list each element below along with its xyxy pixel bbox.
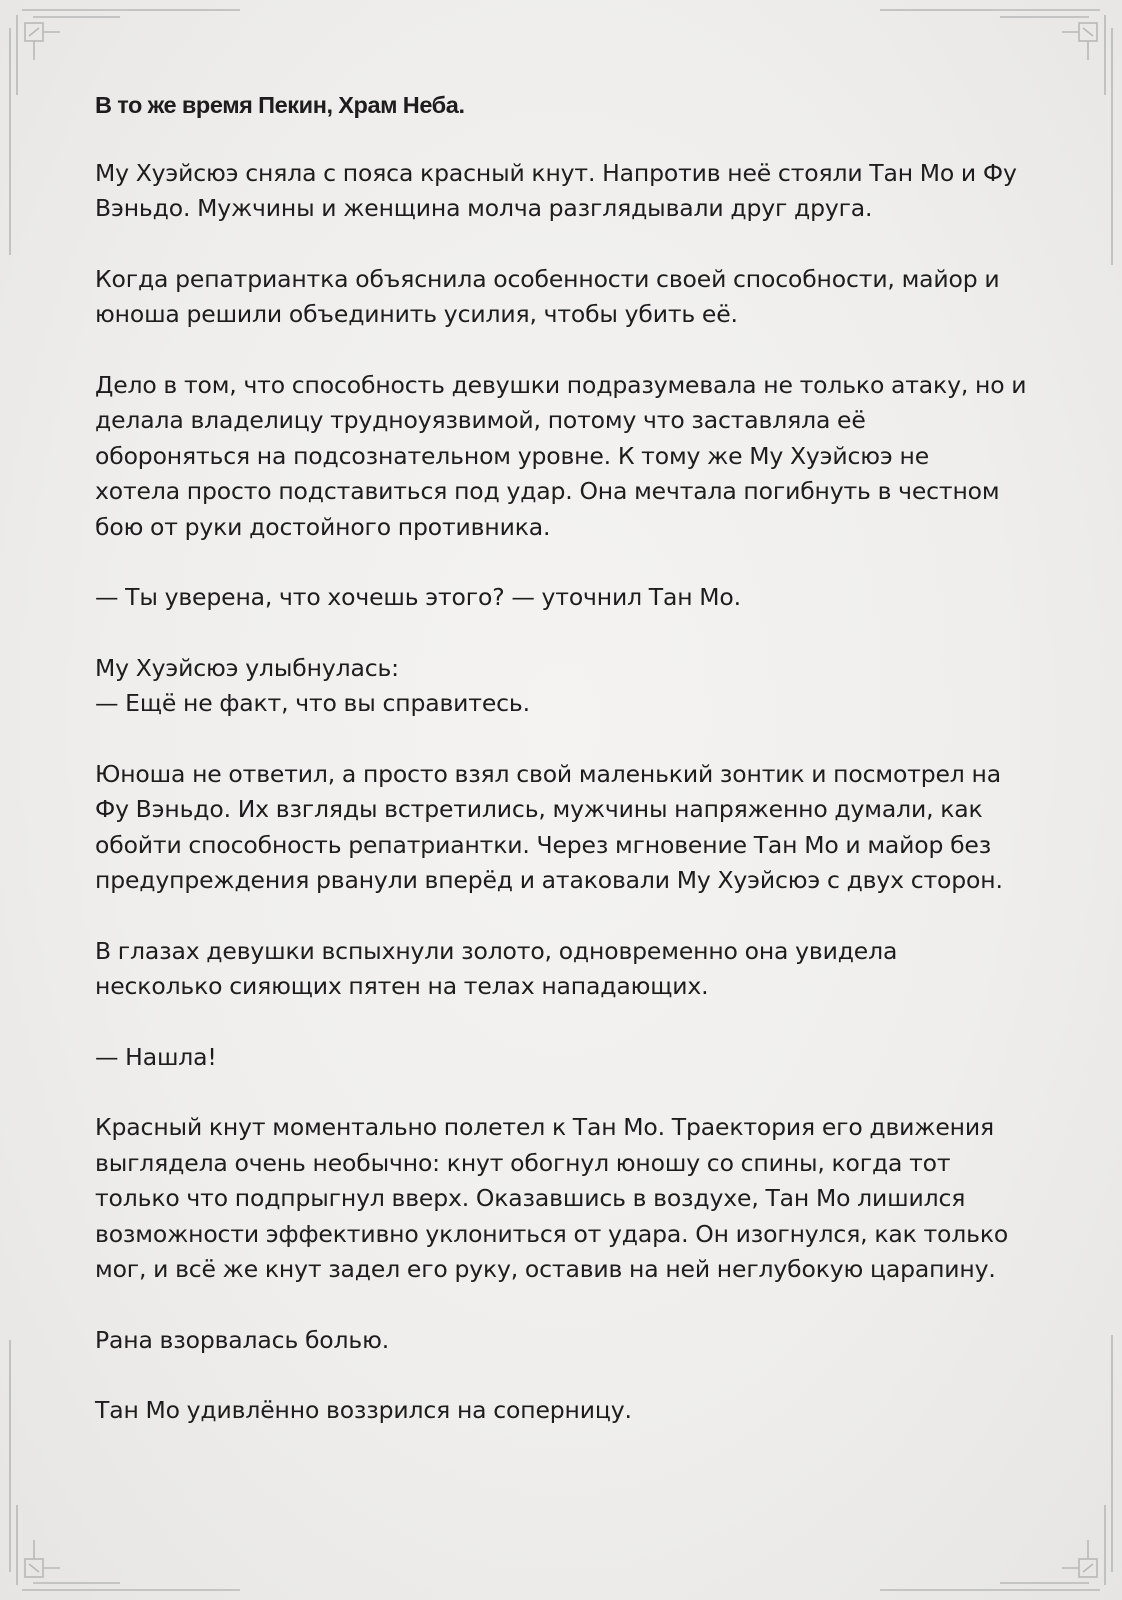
paragraph-3 — [95, 368, 1040, 546]
text-line: Когда репатриантка объяснила особенности своей способности, майор и — [95, 264, 1000, 293]
paragraph-2 — [95, 262, 1040, 333]
paragraph-9 — [95, 1110, 1040, 1288]
text-line: обойти способность репатриантки. Через мгновение Тан Мо и майор без — [95, 830, 992, 859]
text-line: возможности эффективно уклониться от удара. Он изогнулся, как только — [95, 1219, 1009, 1248]
text-line: — Нашла! — [95, 1042, 217, 1071]
text-line: предупреждения рванули вперёд и атаковали Му Хуэйсюэ с двух сторон. — [95, 866, 1003, 894]
text-line: Красный кнут моментально полетел к Тан Мо. Траектория его движения — [95, 1113, 994, 1141]
paragraph-8 — [95, 1040, 1040, 1076]
text-line: Дело в том, что способность девушки подразумевала не только атаку, но и — [95, 370, 1027, 399]
text-line: Юноша не ответил, а просто взял свой маленький зонтик и посмотрел на — [95, 759, 1001, 788]
text-line: выглядела очень необычно: кнут обогнул юношу со спины, когда тот — [95, 1148, 951, 1177]
paragraph-5 — [95, 651, 1040, 722]
title-line: В то же время Пекин, Храм Неба. — [95, 92, 465, 118]
document-body — [95, 88, 1040, 1464]
text-line: бою от руки достойного противника. — [95, 512, 551, 541]
paragraph-11 — [95, 1393, 1040, 1429]
text-line: обороняться на подсознательном уровне. К тому же Му Хуэйсюэ не — [95, 441, 930, 470]
paragraph-7 — [95, 934, 1040, 1005]
paragraph-6 — [95, 757, 1040, 899]
paragraph-1 — [95, 156, 1040, 227]
text-line: хотела просто подставиться под удар. Она мечтала погибнуть в честном — [95, 477, 1000, 505]
text-line: Вэньдо. Мужчины и женщина молча разглядывали друг друга. — [95, 194, 873, 222]
text-line: Му Хуэйсюэ улыбнулась: — [95, 653, 399, 682]
text-line: — Ещё не факт, что вы справитесь. — [95, 689, 530, 717]
text-line: юноша решили объединить усилия, чтобы убить её. — [95, 300, 738, 328]
text-line: Рана взорвалась болью. — [95, 1325, 390, 1354]
text-line: Му Хуэйсюэ сняла с пояса красный кнут. Напротив неё стояли Тан Мо и Фу — [95, 158, 1017, 187]
text-line: Фу Вэньдо. Их взгляды встретились, мужчины напряженно думали, как — [95, 795, 983, 823]
paragraph-10 — [95, 1323, 1040, 1359]
text-line: — Ты уверена, что хочешь этого? — уточнил Тан Мо. — [95, 583, 741, 611]
text-line: В глазах девушки вспыхнули золото, одновременно она увидела — [95, 936, 898, 965]
paragraph-4 — [95, 580, 1040, 616]
text-line: Тан Мо удивлённо воззрился на соперницу. — [95, 1396, 632, 1424]
text-line: мог, и всё же кнут задел его руку, оставив на ней неглубокую царапину. — [95, 1255, 996, 1283]
text-line: делала владелицу трудноуязвимой, потому что заставляла её — [95, 406, 866, 434]
document-title — [95, 88, 1040, 124]
text-line: только что подпрыгнул вверх. Оказавшись в воздухе, Тан Мо лишился — [95, 1184, 966, 1212]
text-line: несколько сияющих пятен на телах нападающих. — [95, 972, 709, 1000]
